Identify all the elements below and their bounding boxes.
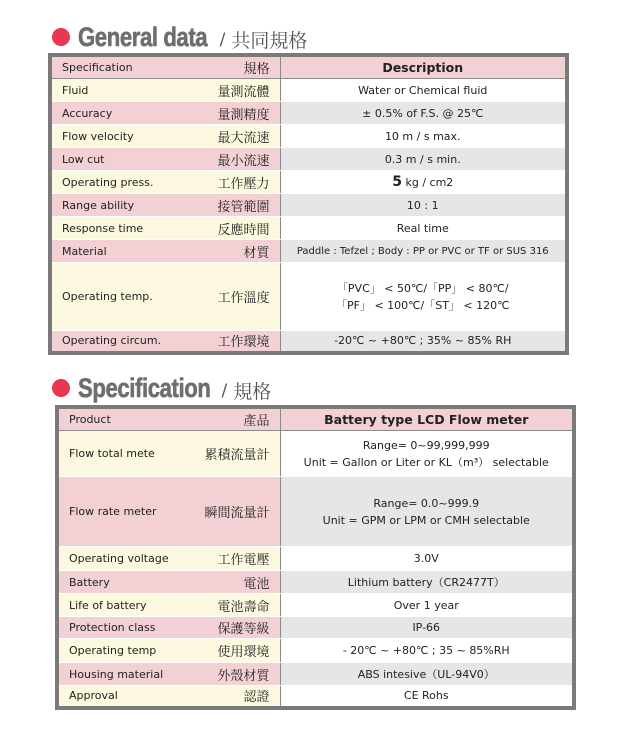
value-line-1: 「PVC」 < 50℃/「PP」 < 80℃/: [336, 281, 509, 295]
value-line-1: Range= 0~99,999,999: [362, 438, 490, 452]
row-label-zh: 工作溫度: [190, 263, 280, 331]
row-label-zh: 最大流速: [190, 125, 280, 148]
section-title-zh: 共同規格: [231, 29, 308, 52]
row-label-en: Range ability: [50, 194, 190, 217]
row-label-zh: 累積流量計: [192, 431, 280, 477]
title-separator: /: [221, 381, 228, 401]
row-value: Real time: [280, 217, 567, 240]
row-label-en: Flow total mete: [57, 431, 192, 477]
table-row: [57, 571, 574, 594]
general-data-heading: [52, 22, 307, 52]
header-product: Product: [57, 407, 192, 431]
row-value: Lithium battery（CR2477T）: [280, 571, 574, 594]
table-row: [50, 263, 567, 331]
row-label-en: Operating temp.: [50, 263, 190, 331]
section-title-zh: 規格: [233, 380, 272, 403]
row-value: Paddle : Tefzel ; Body : PP or PVC or TF or SUS 316: [280, 240, 567, 263]
row-label-en: Response time: [50, 217, 190, 240]
row-value: - 20℃ ~ +80℃ ; 35 ~ 85%RH: [280, 639, 574, 663]
row-label-en: Operating voltage: [57, 547, 192, 571]
row-label-zh: 量測流體: [190, 79, 280, 102]
value-line-2: Unit = GPM or LPM or CMH selectable: [322, 513, 530, 527]
red-bullet-icon: [52, 379, 70, 397]
pressure-number: 5: [392, 173, 402, 190]
title-separator: /: [219, 30, 226, 50]
row-value: [280, 263, 567, 331]
table-row: [57, 686, 574, 708]
row-label-en: Operating press.: [50, 171, 190, 194]
header-specification-zh: 規格: [190, 55, 280, 79]
row-value: 0.3 m / s min.: [280, 148, 567, 171]
table-row: [57, 547, 574, 571]
table-header-row: [50, 55, 567, 79]
row-value: Over 1 year: [280, 594, 574, 617]
table-row: [57, 663, 574, 686]
row-label-zh: 最小流速: [190, 148, 280, 171]
row-value: 10 m / s max.: [280, 125, 567, 148]
row-label-en: Fluid: [50, 79, 190, 102]
row-label-zh: 工作電壓: [192, 547, 280, 571]
table-row: [50, 102, 567, 125]
row-label-en: Battery: [57, 571, 192, 594]
header-product-name: Battery type LCD Flow meter: [280, 407, 574, 431]
row-label-zh: 認證: [192, 686, 280, 708]
table-row: [50, 240, 567, 263]
row-value: [280, 477, 574, 547]
table-row: [50, 194, 567, 217]
row-label-zh: 工作環境: [190, 331, 280, 353]
row-label-en: Material: [50, 240, 190, 263]
table-row: [57, 477, 574, 547]
header-specification: Specification: [50, 55, 190, 79]
table-row: [57, 431, 574, 477]
row-label-en: Flow velocity: [50, 125, 190, 148]
table-row: [50, 148, 567, 171]
row-value: IP-66: [280, 617, 574, 639]
row-label-zh: 使用環境: [192, 639, 280, 663]
row-label-en: Approval: [57, 686, 192, 708]
row-label-en: Operating temp: [57, 639, 192, 663]
table-row: [57, 617, 574, 639]
table-row: [50, 79, 567, 102]
row-value: [280, 171, 567, 194]
table-row: [50, 171, 567, 194]
row-value: ± 0.5% of F.S. @ 25℃: [280, 102, 567, 125]
row-label-zh: 量測精度: [190, 102, 280, 125]
row-label-en: Protection class: [57, 617, 192, 639]
pressure-unit: kg / cm2: [401, 175, 454, 189]
row-value: 10 : 1: [280, 194, 567, 217]
value-line-2: Unit = Gallon or Liter or KL（m³） selectable: [303, 455, 549, 469]
red-bullet-icon: [52, 28, 70, 46]
value-line-1: Range= 0.0~999.9: [373, 496, 480, 510]
row-label-zh: 瞬間流量計: [192, 477, 280, 547]
row-label-zh: 接管範圍: [190, 194, 280, 217]
row-label-zh: 保護等級: [192, 617, 280, 639]
table-header-row: [57, 407, 574, 431]
specification-table: [55, 405, 576, 710]
row-label-en: Flow rate meter: [57, 477, 192, 547]
row-label-en: Life of battery: [57, 594, 192, 617]
table-row: [50, 217, 567, 240]
row-label-zh: 材質: [190, 240, 280, 263]
row-value: ABS intesive（UL-94V0）: [280, 663, 574, 686]
row-label-en: Low cut: [50, 148, 190, 171]
row-label-en: Operating circum.: [50, 331, 190, 353]
header-product-zh: 產品: [192, 407, 280, 431]
table-row: [50, 125, 567, 148]
row-label-en: Housing material: [57, 663, 192, 686]
row-label-zh: 外殼材質: [192, 663, 280, 686]
value-line-2: 「PF」 < 100℃/「ST」 < 120℃: [336, 298, 510, 312]
table-row: [50, 331, 567, 353]
table-row: [57, 594, 574, 617]
row-label-zh: 電池壽命: [192, 594, 280, 617]
section-title-en: Specification: [78, 372, 211, 403]
row-value: CE Rohs: [280, 686, 574, 708]
row-value: Water or Chemical fluid: [280, 79, 567, 102]
row-label-zh: 反應時間: [190, 217, 280, 240]
header-description: Description: [280, 55, 567, 79]
row-value: -20℃ ~ +80℃ ; 35% ~ 85% RH: [280, 331, 567, 353]
section-title-en: General data: [78, 21, 208, 52]
row-value: [280, 431, 574, 477]
row-value: 3.0V: [280, 547, 574, 571]
row-label-zh: 電池: [192, 571, 280, 594]
general-data-table: [48, 53, 569, 355]
specification-heading: [52, 373, 271, 403]
row-label-en: Accuracy: [50, 102, 190, 125]
row-label-zh: 工作壓力: [190, 171, 280, 194]
table-row: [57, 639, 574, 663]
